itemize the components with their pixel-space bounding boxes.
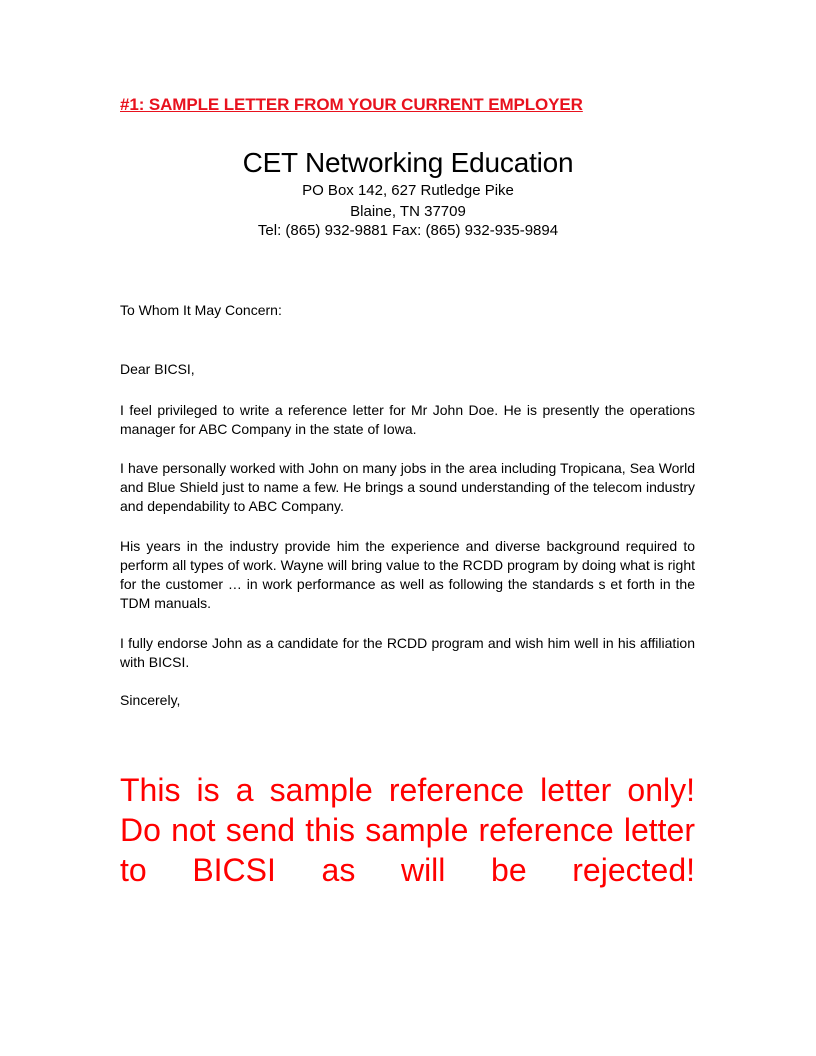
warning-notice: This is a sample reference letter only! Do not send this sample reference letter to BICSI as will be rejected! — [120, 772, 695, 888]
contact-line: Tel: (865) 932-9881 Fax: (865) 932-935-9894 — [257, 222, 559, 239]
address-line-1: PO Box 142, 627 Rutledge Pike — [302, 182, 514, 199]
paragraph-2: I have personally worked with John on many jobs in the area including Tropicana, Sea World and Blue Shield just to name a few. He brings a sound understanding of the telecom industry and dependability to ABC Company. — [120, 460, 695, 514]
paragraph-3: His years in the industry provide him the experience and diverse background required to perform all types of work. Wayne will bring value to the RCDD program by doing what is right for the customer … in work performance as well as following the standards s et forth in the TDM manuals. — [120, 538, 695, 611]
document-heading: #1: SAMPLE LETTER FROM YOUR CURRENT EMPLOYER — [120, 95, 583, 114]
to-whom-line: To Whom It May Concern: — [120, 302, 282, 318]
salutation: Dear BICSI, — [120, 361, 195, 377]
closing: Sincerely, — [120, 692, 181, 708]
paragraph-1: I feel privileged to write a reference letter for Mr John Doe. He is presently the operations manager for ABC Company in the state of Iowa. — [120, 402, 695, 437]
address-line-2: Blaine, TN 37709 — [350, 203, 466, 220]
paragraph-4: I fully endorse John as a candidate for the RCDD program and wish him well in his affiliation with BICSI. — [120, 635, 695, 670]
company-name: CET Networking Education — [242, 147, 574, 178]
